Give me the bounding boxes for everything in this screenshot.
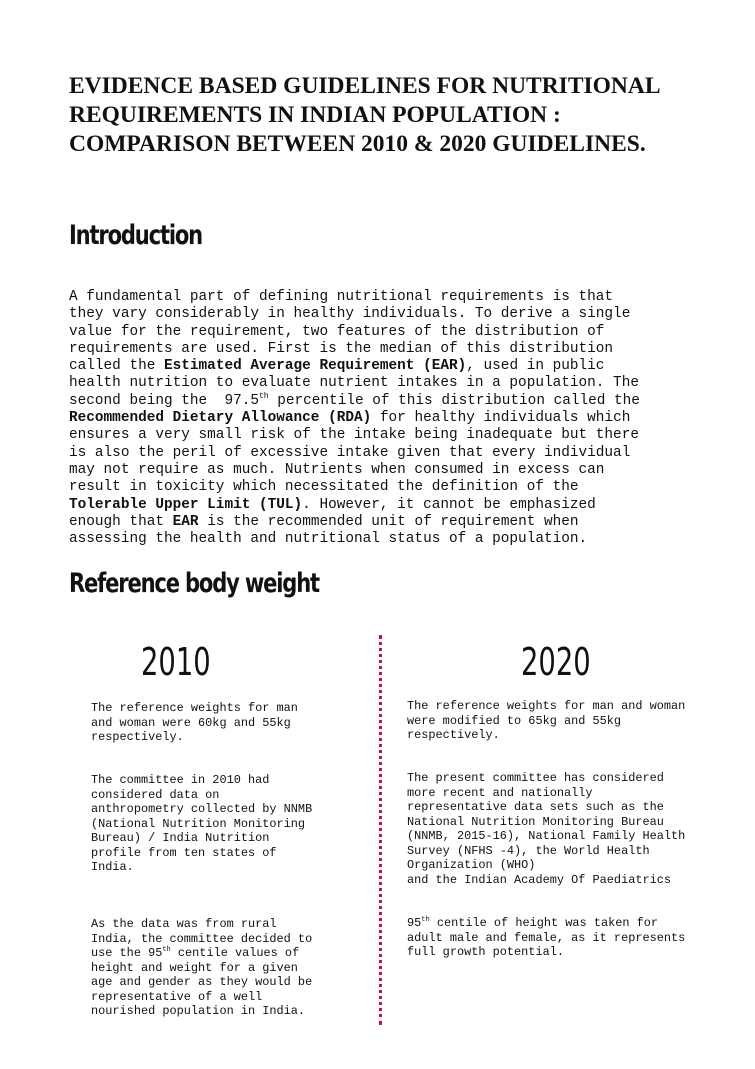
rda-term: Recommended Dietary Allowance (RDA) bbox=[69, 410, 372, 427]
year-2010-label: 2010 bbox=[141, 640, 211, 684]
introduction-paragraph: A fundamental part of defining nutritional requirements is that they vary considerably in healthy individuals. To derive a single value for the requirement, two features of the distribution of requirements are used. First is the median of this distribution called the Estimated Average Requirement (EAR), used in public health nutrition to evaluate nutrient intakes in a population. The second being the 97.5th percentile of this distribution called the Recommended Dietary Allowance (RDA) for healthy individuals which ensures a very small risk of the intake being inadequate but there is also the peril of excessive intake given that every individual may not require as much. Nutrients when consumed in excess can result in toxicity which necessitated the definition of the Tolerable Upper Limit (TUL). However, it cannot be emphasized enough that EAR is the recommended unit of requirement when assessing the health and nutritional status of a population. bbox=[69, 289, 640, 548]
tul-term: Tolerable Upper Limit (TUL) bbox=[69, 496, 303, 513]
col2020-centile-text: 95th centile of height was taken for adult male and female, as it represents full growth potential. bbox=[407, 916, 686, 959]
col2010-centile-text: As the data was from rural India, the committee decided to use the 95th centile values of height and weight for a given age and gender as they would be representative of a well nourished population in India. bbox=[91, 917, 313, 1018]
document-title: EVIDENCE BASED GUIDELINES FOR NUTRITIONAL REQUIREMENTS IN INDIAN POPULATION : COMPARISON BETWEEN 2010 & 2020 GUIDELINES. bbox=[69, 73, 660, 157]
col2010-data-source-text: The committee in 2010 had considered data on anthropometry collected by NNMB (National Nutrition Monitoring Bureau) / India Nutrition profile from ten states of India. bbox=[91, 773, 313, 874]
column-divider bbox=[379, 635, 382, 1025]
ear-abbrev: EAR bbox=[172, 513, 199, 530]
reference-body-weight-heading: Reference body weight bbox=[69, 568, 319, 599]
col2010-weights-text: The reference weights for man and woman were 60kg and 55kg respectively. bbox=[91, 701, 298, 744]
introduction-heading: Introduction bbox=[69, 220, 203, 251]
col2020-data-source-text: The present committee has considered more recent and nationally representative data sets such as the National Nutrition Monitoring Bureau (NNMB, 2015-16), National Family Health Survey (NFHS -4), the World Health Organization (WHO) and the Indian Academy Of Paediatrics bbox=[407, 771, 686, 887]
col2020-weights-text: The reference weights for man and woman were modified to 65kg and 55kg respectively. bbox=[407, 699, 686, 742]
ear-term: Estimated Average Requirement (EAR) bbox=[164, 358, 467, 375]
year-2020-label: 2020 bbox=[521, 640, 591, 684]
